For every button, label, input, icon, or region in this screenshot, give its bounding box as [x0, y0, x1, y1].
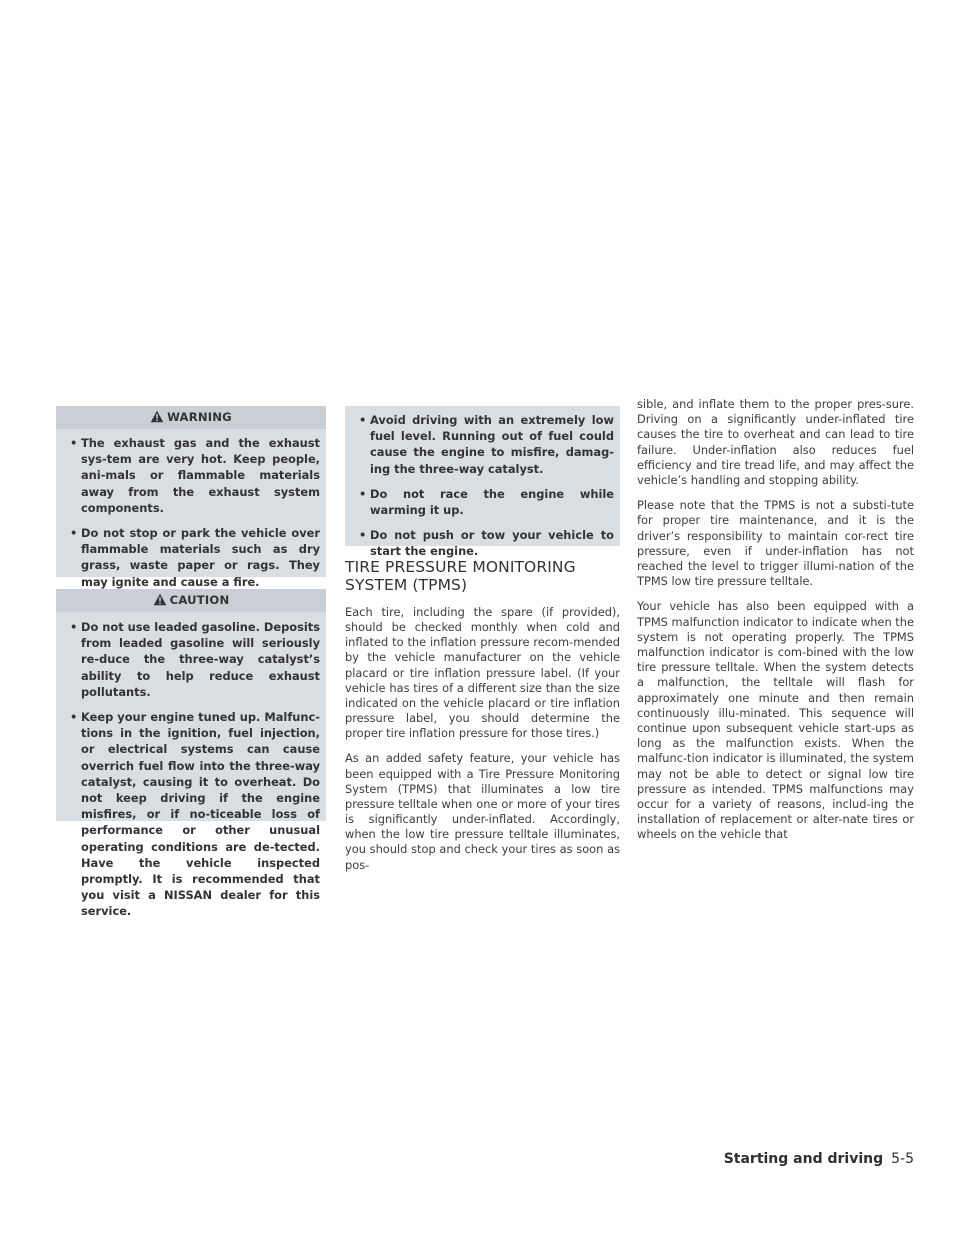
- caution-box: [56, 589, 326, 919]
- caution-continued-box: [345, 406, 620, 559]
- caution-header: [56, 589, 326, 612]
- footer-section-title: Starting and driving: [723, 1151, 884, 1167]
- warning-triangle-icon: [150, 410, 164, 423]
- caution-item: • Do not race the engine while warming it up.: [359, 486, 614, 518]
- warning-item: • The exhaust gas and the exhaust sys-tem are very hot. Keep people, ani-mals or flammable materials away from the exhaust system components.: [70, 435, 320, 516]
- caution-item: • Do not use leaded gasoline. Deposits from leaded gasoline will seriously re-duce the three-way catalyst’s ability to help reduce exhaust pollutants.: [70, 619, 320, 700]
- tpms-paragraph: Each tire, including the spare (if provided), should be checked monthly when cold and inflated to the inflation pressure recom-mended by the vehicle manufacturer on the vehicle placard or tire inflation pressure label. (If your vehicle has tires of a different size than the size indicated on the vehicle placard or tire inflation pressure label, you should determine the proper tire inflation pressure for those tires.): [345, 605, 620, 741]
- warning-list: [56, 429, 326, 598]
- warning-header: [56, 406, 326, 429]
- page-footer: [724, 1151, 914, 1167]
- caution-list: [56, 612, 326, 928]
- caution-title: CAUTION: [169, 593, 230, 607]
- tpms-paragraph: sible, and inflate them to the proper pres-sure. Driving on a significantly under-inflated tire causes the tire to overheat and can lead to tire failure. Under-inflation also reduces fuel efficiency and tire tread life, and may affect the vehicle’s handling and stopping ability.: [637, 397, 914, 488]
- tpms-paragraph: Your vehicle has also been equipped with a TPMS malfunction indicator to indicate when the system is not operating properly. The TPMS malfunction indicator is com-bined with the low tire pressure telltale. When the system detects a malfunction, the telltale will flash for approximately one minute and then remain continuously illu-minated. This sequence will continue upon subsequent vehicle start-ups as long as the malfunction exists. When the malfunc-tion indicator is illuminated, the system may not be able to detect or signal low tire pressure as intended. TPMS malfunctions may occur for a variety of reasons, includ-ing the installation of replacement or alter-nate tires or wheels on the vehicle that: [637, 599, 914, 842]
- caution-item: • Keep your engine tuned up. Malfunc-tions in the ignition, fuel injection, or electrical systems can cause overrich fuel flow into the three-way catalyst, causing it to overheat. Do not keep driving if the engine misfires, or if no-ticeable loss of performance or other unusual operating conditions are de-tected. Have the vehicle inspected promptly. It is recommended that you visit a NISSAN dealer for this service.: [70, 709, 320, 920]
- warning-title: WARNING: [167, 410, 232, 424]
- column-middle: [345, 406, 620, 883]
- caution-continued-list: [345, 406, 620, 568]
- column-left: [56, 406, 326, 919]
- tpms-heading: TIRE PRESSURE MONITORING SYSTEM (TPMS): [345, 558, 576, 594]
- page-number: 5-5: [891, 1151, 914, 1167]
- warning-item: • Do not stop or park the vehicle over flammable materials such as dry grass, waste paper or rags. They may ignite and cause a fire.: [70, 525, 320, 590]
- tpms-paragraph: As an added safety feature, your vehicle has been equipped with a Tire Pressure Monitoring System (TPMS) that illuminates a low tire pressure telltale when one or more of your tires is significantly under-inflated. Accordingly, when the low tire pressure telltale illuminates, you should stop and check your tires as soon as pos-: [345, 751, 620, 872]
- caution-item: • Avoid driving with an extremely low fuel level. Running out of fuel could cause the engine to misfire, damag-ing the three-way catalyst.: [359, 412, 614, 477]
- caution-triangle-icon: [153, 593, 167, 606]
- column-right: [637, 397, 914, 853]
- warning-box: [56, 406, 326, 589]
- caution-item: • Do not push or tow your vehicle to start the engine.: [359, 527, 614, 559]
- tpms-paragraph: Please note that the TPMS is not a substi-tute for proper tire maintenance, and it is the driver’s responsibility to maintain cor-rect tire pressure, even if under-inflation has not reached the level to trigger illumi-nation of the TPMS low tire pressure telltale.: [637, 498, 914, 589]
